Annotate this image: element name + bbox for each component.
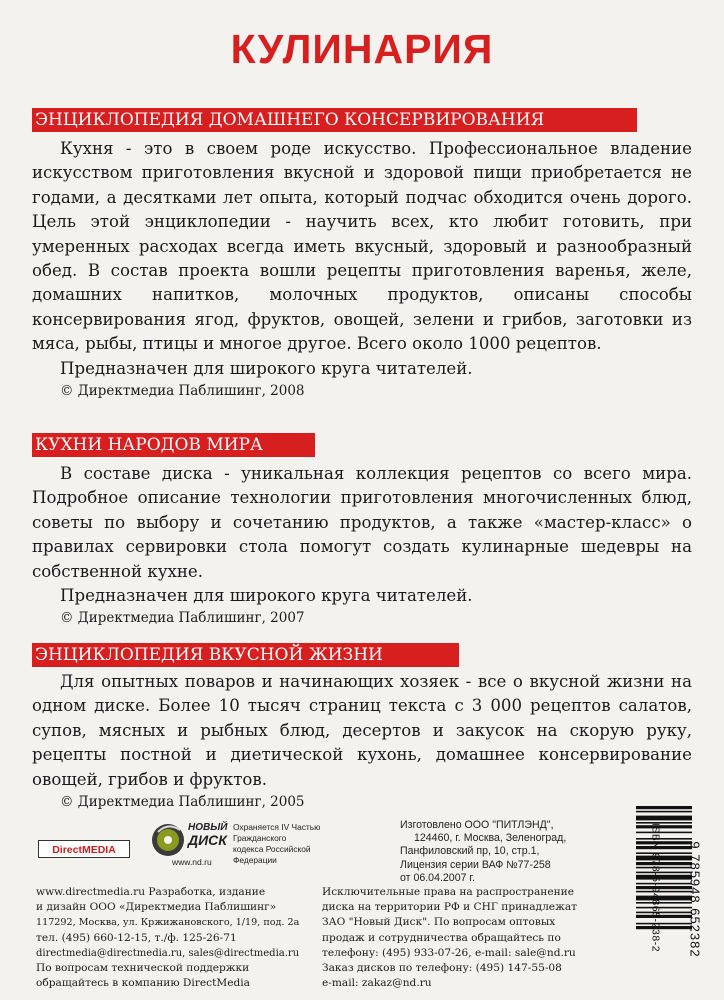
barcode-bar bbox=[636, 852, 692, 854]
rights-line: телефону: (495) 933-07-26, e-mail: sale@nd.ru bbox=[322, 946, 576, 959]
barcode-bar bbox=[636, 846, 692, 849]
barcode-bar bbox=[636, 907, 692, 909]
manufacturer-line: Лицензия серии ВАФ №77-258 bbox=[400, 858, 551, 871]
distribution-rights bbox=[322, 885, 582, 991]
rights-line: диска на территории РФ и СНГ принадлежат bbox=[322, 901, 577, 914]
rights-line: Заказ дисков по телефону: (495) 147-55-08 bbox=[322, 962, 562, 975]
rights-line: продаж и сотрудничества обращайтесь по bbox=[322, 931, 561, 944]
barcode-bar bbox=[636, 915, 692, 918]
law-line: Охраняется IV Частью bbox=[233, 822, 321, 832]
copyright-text: © Директмедиа Паблишинг, 2005 bbox=[60, 794, 305, 811]
barcode-bar bbox=[636, 891, 692, 893]
developer-line: и дизайн ООО «Директмедиа Паблишинг» bbox=[36, 901, 277, 914]
barcode-bar bbox=[636, 875, 692, 880]
section-body-tasty-life bbox=[32, 670, 692, 812]
novy-disk-line1: НОВЫЙ bbox=[188, 822, 228, 833]
barcode-bar bbox=[636, 841, 692, 844]
developer-info bbox=[36, 885, 312, 991]
law-notice bbox=[233, 822, 373, 866]
copyright-text: © Директмедиа Паблишинг, 2008 bbox=[60, 383, 305, 400]
barcode-bar bbox=[636, 832, 692, 834]
section-body-world-cuisines bbox=[32, 462, 692, 628]
barcode-bar bbox=[636, 912, 692, 914]
barcode-bar bbox=[636, 867, 692, 869]
section-paragraph: В составе диска - уникальная коллекция рецептов со всего мира. Подробное описание технологии приготовления многочисленных блюд, советы по выбору и сочетанию продуктов, а также «мастер-класс» о правилах сервировки стола помогут создать кулинарные шедевры на собственной кухне. bbox=[32, 464, 692, 581]
developer-line: 117292, Москва, ул. Кржижановского, 1/19, под. 2а bbox=[36, 917, 300, 929]
page-title: КУЛИНАРИЯ bbox=[230, 26, 494, 72]
rights-line: Исключительные права на распространение bbox=[322, 886, 574, 898]
directmedia-logo: DirectMEDIA bbox=[38, 840, 130, 858]
barcode-bar bbox=[636, 822, 692, 824]
section-paragraph: Для опытных поваров и начинающих хозяек - все о вкусной жизни на одном диске. Более 10 тысяч страниц текста с 3 000 рецептов салатов, супов, мясных и рыбных блюд, десертов и закусок на скорую руку, рецепты постной и диетической кухонь, домашнее консервирование овощей, грибов и фруктов. bbox=[32, 672, 692, 789]
barcode-bar bbox=[636, 923, 692, 925]
rights-line: ЗАО "Новый Диск". По вопросам оптовых bbox=[322, 916, 556, 929]
section-heading-home-canning: ЭНЦИКЛОПЕДИЯ ДОМАШНЕГО КОНСЕРВИРОВАНИЯ bbox=[32, 108, 637, 132]
manufacturer-info bbox=[400, 819, 595, 885]
novy-disk-logo-text bbox=[188, 822, 232, 847]
developer-line: тел. (495) 660-12-15, т./ф. 125-26-71 bbox=[36, 931, 237, 944]
barcode-bar bbox=[636, 883, 692, 885]
law-line: Гражданского bbox=[233, 833, 287, 843]
isbn-text: ISBN 978-5-94865-238-2 bbox=[649, 822, 661, 953]
barcode-bar bbox=[636, 862, 692, 865]
rights-line: e-mail: zakaz@nd.ru bbox=[322, 977, 432, 990]
barcode-bar bbox=[636, 816, 692, 821]
section-audience: Предназначен для широкого круга читателей. bbox=[60, 358, 473, 378]
barcode-bar bbox=[636, 806, 692, 809]
barcode-bar bbox=[636, 856, 692, 861]
developer-line: www.directmedia.ru Разработка, издание bbox=[36, 886, 266, 898]
copyright-text: © Директмедиа Паблишинг, 2007 bbox=[60, 610, 305, 627]
barcode-bar bbox=[636, 926, 692, 929]
section-audience: Предназначен для широкого круга читателей. bbox=[60, 586, 473, 606]
barcode-bar bbox=[636, 896, 692, 901]
developer-line: directmedia@directmedia.ru, sales@directmedia.ru bbox=[36, 947, 300, 959]
manufacturer-line: 124460, г. Москва, Зеленоград, bbox=[414, 832, 567, 845]
barcode-bar bbox=[636, 902, 692, 904]
barcode-bar bbox=[636, 825, 692, 828]
barcode-bar bbox=[636, 886, 692, 889]
novy-disk-line2: ДИСК bbox=[188, 832, 227, 848]
law-line: кодекса Российской bbox=[233, 844, 311, 854]
barcode-bar bbox=[636, 872, 692, 874]
manufacturer-line: Изготовлено ООО "ПИТЛЭНД", bbox=[400, 819, 554, 831]
manufacturer-line: от 06.04.2007 г. bbox=[400, 871, 475, 884]
barcode-bar bbox=[636, 838, 692, 840]
barcode-digits: 9 785948 652382 bbox=[687, 841, 703, 958]
manufacturer-line: Панфиловский пр, 10, стр.1, bbox=[400, 845, 540, 858]
law-line: Федерации bbox=[233, 855, 277, 865]
novy-disk-url: www.nd.ru bbox=[172, 857, 212, 867]
barcode-bar bbox=[636, 811, 692, 813]
developer-line: По вопросам технической поддержки bbox=[36, 962, 250, 975]
section-body-home-canning bbox=[32, 137, 692, 401]
section-paragraph: Кухня - это в своем роде искусство. Профессиональное владение искусством приготовления вкусной и здоровой пищи приобретается не годами, а десятками лет опыта, который подчас обходится очень дорого. Цель этой энциклопедии - научить всех, кто любит готовить, при умеренных расходах всегда иметь вкусный, здоровый и разнообразный обед. В состав проекта вошли рецепты приготовления варенья, желе, домашних напитков, молочных продуктов, описаны способы консервирования ягод, фруктов, овощей, зелени и грибов, заготовки из мяса, рыбы, птицы и многое другое. Всего около 1000 рецептов. bbox=[32, 139, 692, 354]
section-heading-world-cuisines: КУХНИ НАРОДОВ МИРА bbox=[32, 433, 315, 457]
developer-line: обращайтесь в компанию DirectMedia bbox=[36, 977, 250, 990]
section-heading-tasty-life: ЭНЦИКЛОПЕДИЯ ВКУСНОЙ ЖИЗНИ bbox=[32, 643, 459, 667]
